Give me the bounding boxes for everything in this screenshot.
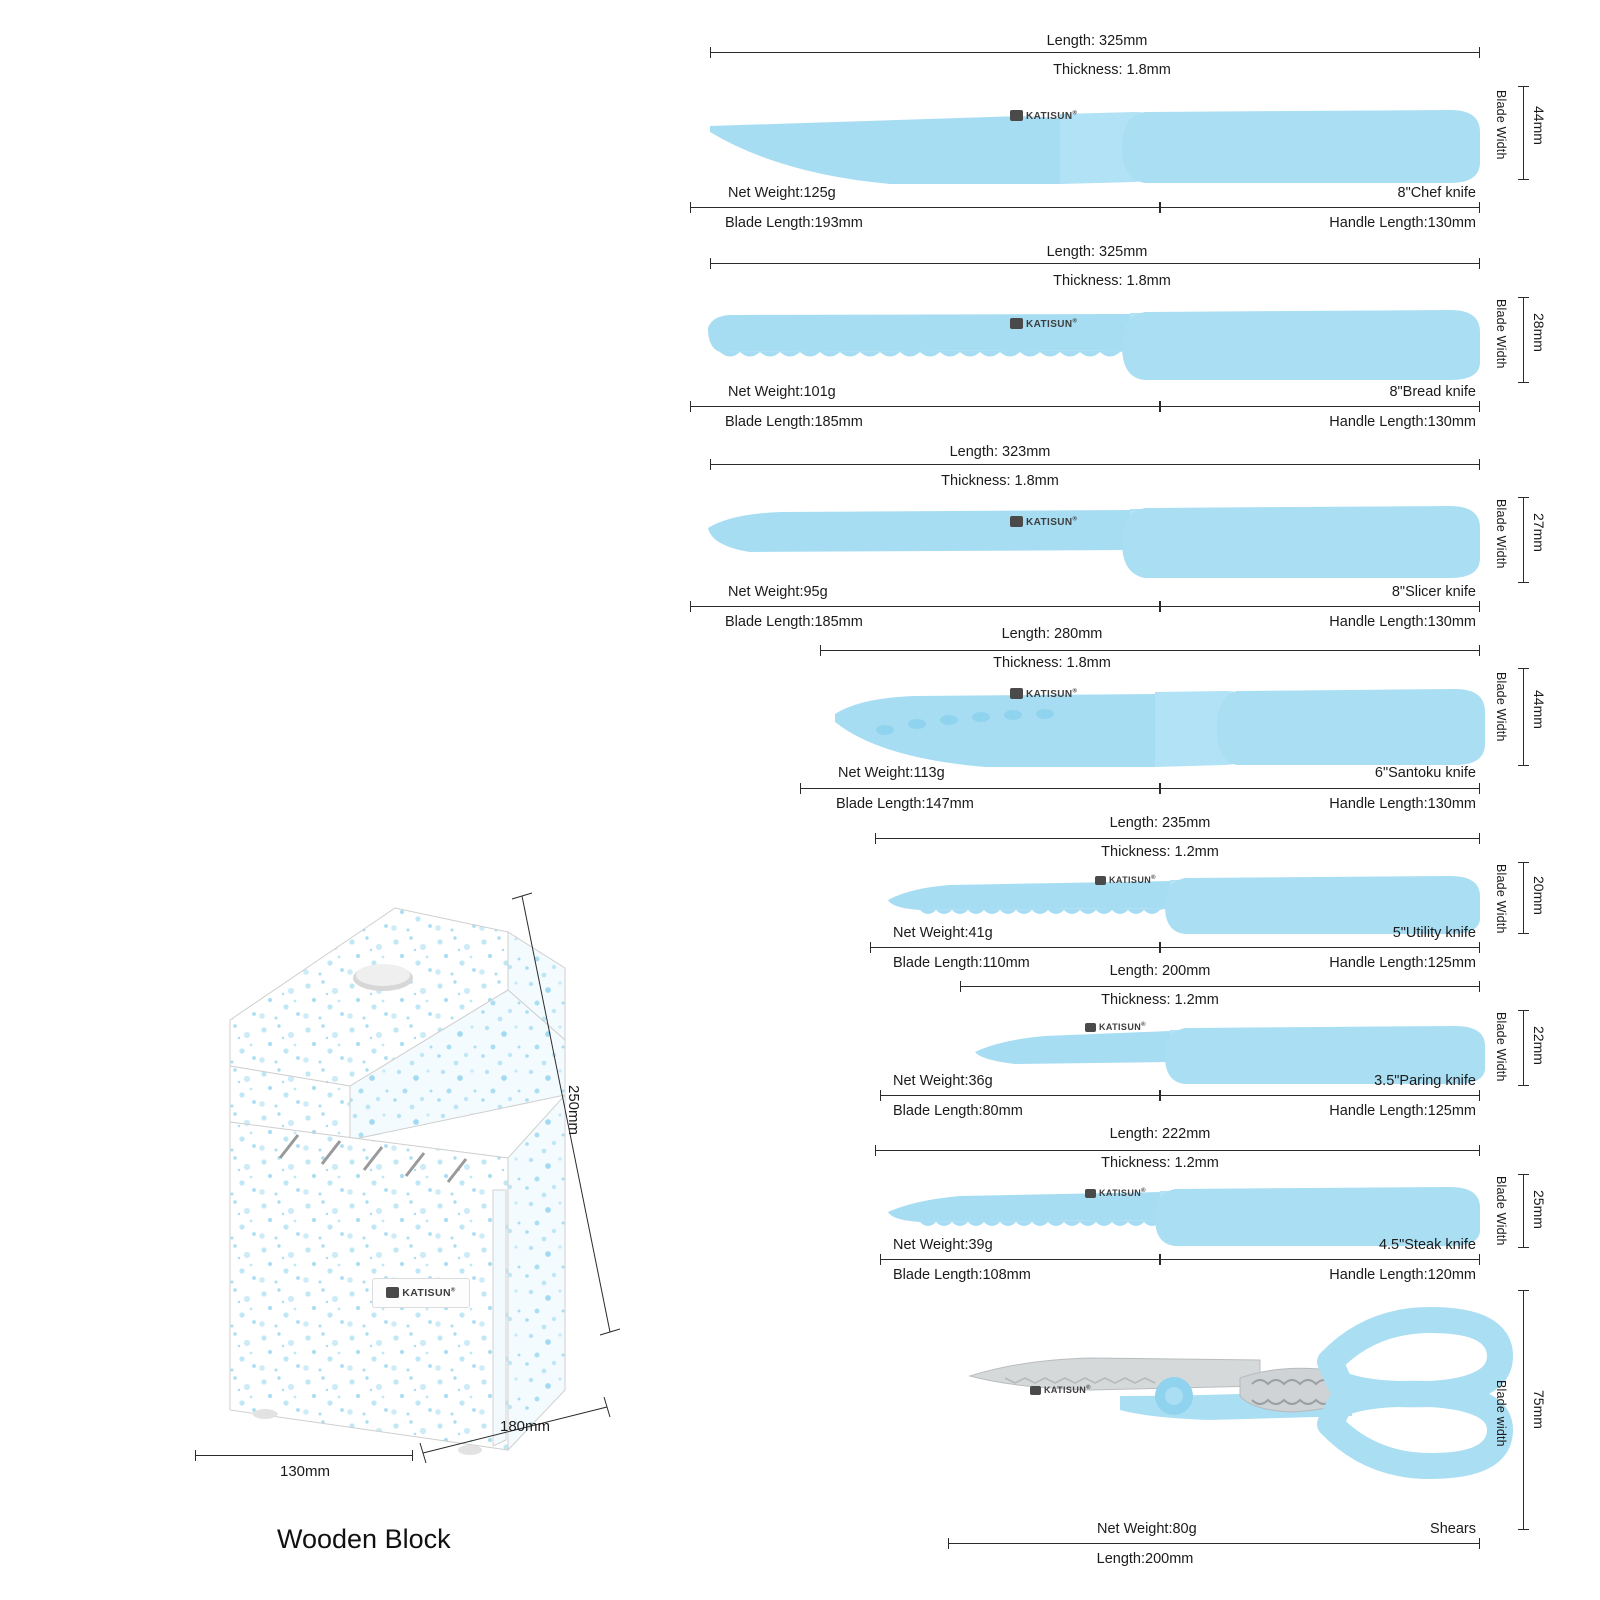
- utility-name-label: 5"Utility knife: [1392, 925, 1476, 941]
- bread-blade-width-caption: Blade Width: [1494, 299, 1508, 369]
- wooden-block-title: Wooden Block: [277, 1524, 451, 1554]
- paring-blade-length-dimline: [880, 1095, 1160, 1096]
- paring-net-weight-label: Net Weight:36g: [893, 1073, 993, 1089]
- tiger-head-icon: [1085, 1189, 1096, 1198]
- bread-length-label: Length: 325mm: [1046, 244, 1148, 260]
- slicer-handle-length-dimline: [1160, 606, 1480, 607]
- shears-blade-width-dimline: [1523, 1290, 1524, 1530]
- bread-handle-length-label: Handle Length:130mm: [1329, 414, 1476, 430]
- chef-blade-width-dimline: [1523, 86, 1524, 180]
- santoku-total-length-dimline: [820, 650, 1480, 651]
- shears-name-label: Shears: [1430, 1521, 1476, 1537]
- paring-brand-logo: KATISUN®: [1085, 1022, 1146, 1032]
- steak-handle-length-label: Handle Length:120mm: [1329, 1267, 1476, 1283]
- chef-blade-length-dimline: [690, 207, 1160, 208]
- steak-blade-length-dimline: [880, 1259, 1160, 1260]
- slicer-blade-width-caption: Blade Width: [1494, 499, 1508, 569]
- slicer-length-label: Length: 323mm: [949, 444, 1051, 460]
- utility-thickness-label: Thickness: 1.2mm: [1101, 844, 1219, 860]
- chef-blade-width-value: 44mm: [1531, 106, 1547, 145]
- utility-handle-length-label: Handle Length:125mm: [1329, 955, 1476, 971]
- utility-net-weight-label: Net Weight:41g: [893, 925, 993, 941]
- slicer-total-length-dimline: [710, 464, 1480, 465]
- paring-handle-length-dimline: [1160, 1095, 1480, 1096]
- block-depth-label: 180mm: [499, 1418, 551, 1435]
- bread-net-weight-label: Net Weight:101g: [728, 384, 836, 400]
- slicer-net-weight-label: Net Weight:95g: [728, 584, 828, 600]
- santoku-blade-width-caption: Blade Width: [1494, 672, 1508, 742]
- santoku-blade-width-value: 44mm: [1531, 690, 1547, 729]
- chef-net-weight-label: Net Weight:125g: [728, 185, 836, 201]
- steak-brand-logo: KATISUN®: [1085, 1188, 1146, 1198]
- tiger-head-icon: [1030, 1386, 1041, 1395]
- steak-handle-length-dimline: [1160, 1259, 1480, 1260]
- utility-length-label: Length: 235mm: [1109, 815, 1211, 831]
- santoku-handle-length-label: Handle Length:130mm: [1329, 796, 1476, 812]
- paring-blade-length-label: Blade Length:80mm: [893, 1103, 1023, 1119]
- tiger-head-icon: [1010, 516, 1023, 527]
- shears-length-label: Length:200mm: [1096, 1551, 1194, 1567]
- tiger-head-icon: [1095, 876, 1106, 885]
- bread-blade-length-label: Blade Length:185mm: [725, 414, 863, 430]
- santoku-length-label: Length: 280mm: [1001, 626, 1103, 642]
- santoku-blade-width-dimline: [1523, 668, 1524, 766]
- chef-blade-width-caption: Blade Width: [1494, 90, 1508, 160]
- paring-handle-length-label: Handle Length:125mm: [1329, 1103, 1476, 1119]
- santoku-brand-logo: KATISUN®: [1010, 688, 1077, 700]
- chef-brand-logo: KATISUN®: [1010, 110, 1077, 122]
- paring-name-label: 3.5"Paring knife: [1374, 1073, 1476, 1089]
- santoku-name-label: 6"Santoku knife: [1374, 765, 1476, 781]
- utility-blade-length-label: Blade Length:110mm: [893, 955, 1030, 971]
- shears-blade-width-caption: Blade width: [1494, 1380, 1508, 1447]
- bread-total-length-dimline: [710, 263, 1480, 264]
- brand-logo: KATISUN®: [386, 1287, 456, 1299]
- steak-blade-width-caption: Blade Width: [1494, 1176, 1508, 1246]
- chef-name-label: 8"Chef knife: [1397, 185, 1476, 201]
- bread-blade-width-value: 28mm: [1531, 313, 1547, 352]
- steak-name-label: 4.5"Steak knife: [1378, 1237, 1476, 1253]
- block-brand-plate: [372, 1278, 470, 1308]
- block-width-dimline: [195, 1455, 413, 1456]
- steak-net-weight-label: Net Weight:39g: [893, 1237, 993, 1253]
- tiger-head-icon: [1010, 318, 1023, 329]
- utility-total-length-dimline: [875, 838, 1480, 839]
- shears-blade-width-value: 75mm: [1531, 1390, 1547, 1429]
- slicer-brand-logo: KATISUN®: [1010, 516, 1077, 528]
- bread-name-label: 8"Bread knife: [1389, 384, 1476, 400]
- utility-blade-width-dimline: [1523, 862, 1524, 934]
- slicer-name-label: 8"Slicer knife: [1391, 584, 1476, 600]
- santoku-handle-length-dimline: [1160, 788, 1480, 789]
- paring-total-length-dimline: [960, 986, 1480, 987]
- steak-blade-width-value: 25mm: [1531, 1190, 1547, 1229]
- paring-blade-width-caption: Blade Width: [1494, 1012, 1508, 1082]
- slicer-handle-length-label: Handle Length:130mm: [1329, 614, 1476, 630]
- tiger-head-icon: [1085, 1023, 1096, 1032]
- chef-thickness-label: Thickness: 1.8mm: [1053, 62, 1171, 78]
- utility-blade-width-caption: Blade Width: [1494, 864, 1508, 934]
- chef-handle-length-dimline: [1160, 207, 1480, 208]
- utility-blade-width-value: 20mm: [1531, 876, 1547, 915]
- bread-brand-logo: KATISUN®: [1010, 318, 1077, 330]
- paring-length-label: Length: 200mm: [1109, 963, 1211, 979]
- block-height-label: 250mm: [565, 1085, 582, 1136]
- paring-blade-width-value: 22mm: [1531, 1026, 1547, 1065]
- santoku-net-weight-label: Net Weight:113g: [838, 765, 945, 781]
- utility-blade-length-dimline: [870, 947, 1160, 948]
- santoku-blade-length-dimline: [800, 788, 1160, 789]
- santoku-blade-length-label: Blade Length:147mm: [836, 796, 974, 812]
- block-width-label: 130mm: [279, 1463, 331, 1480]
- bread-handle-length-dimline: [1160, 406, 1480, 407]
- chef-total-length-dimline: [710, 52, 1480, 53]
- chef-length-label: Length: 325mm: [1046, 33, 1148, 49]
- steak-total-length-dimline: [875, 1150, 1480, 1151]
- paring-blade-width-dimline: [1523, 1010, 1524, 1086]
- shears-net-weight-label: Net Weight:80g: [1097, 1521, 1197, 1537]
- bread-blade-length-dimline: [690, 406, 1160, 407]
- paring-thickness-label: Thickness: 1.2mm: [1101, 992, 1219, 1008]
- shears-brand-logo: KATISUN®: [1030, 1385, 1091, 1395]
- chef-handle-length-label: Handle Length:130mm: [1329, 215, 1476, 231]
- slicer-blade-width-dimline: [1523, 497, 1524, 583]
- bread-thickness-label: Thickness: 1.8mm: [1053, 273, 1171, 289]
- tiger-head-icon: [1010, 110, 1023, 121]
- utility-brand-logo: KATISUN®: [1095, 875, 1156, 885]
- tiger-head-icon: [386, 1287, 399, 1298]
- slicer-blade-length-dimline: [690, 606, 1160, 607]
- shears-total-length-dimline: [948, 1543, 1480, 1544]
- chef-blade-length-label: Blade Length:193mm: [725, 215, 863, 231]
- utility-handle-length-dimline: [1160, 947, 1480, 948]
- slicer-thickness-label: Thickness: 1.8mm: [941, 473, 1059, 489]
- santoku-thickness-label: Thickness: 1.8mm: [993, 655, 1111, 671]
- steak-blade-length-label: Blade Length:108mm: [893, 1267, 1031, 1283]
- tiger-head-icon: [1010, 688, 1023, 699]
- steak-blade-width-dimline: [1523, 1174, 1524, 1248]
- steak-length-label: Length: 222mm: [1109, 1126, 1211, 1142]
- slicer-blade-length-label: Blade Length:185mm: [725, 614, 863, 630]
- steak-thickness-label: Thickness: 1.2mm: [1101, 1155, 1219, 1171]
- slicer-blade-width-value: 27mm: [1531, 513, 1547, 552]
- bread-blade-width-dimline: [1523, 297, 1524, 383]
